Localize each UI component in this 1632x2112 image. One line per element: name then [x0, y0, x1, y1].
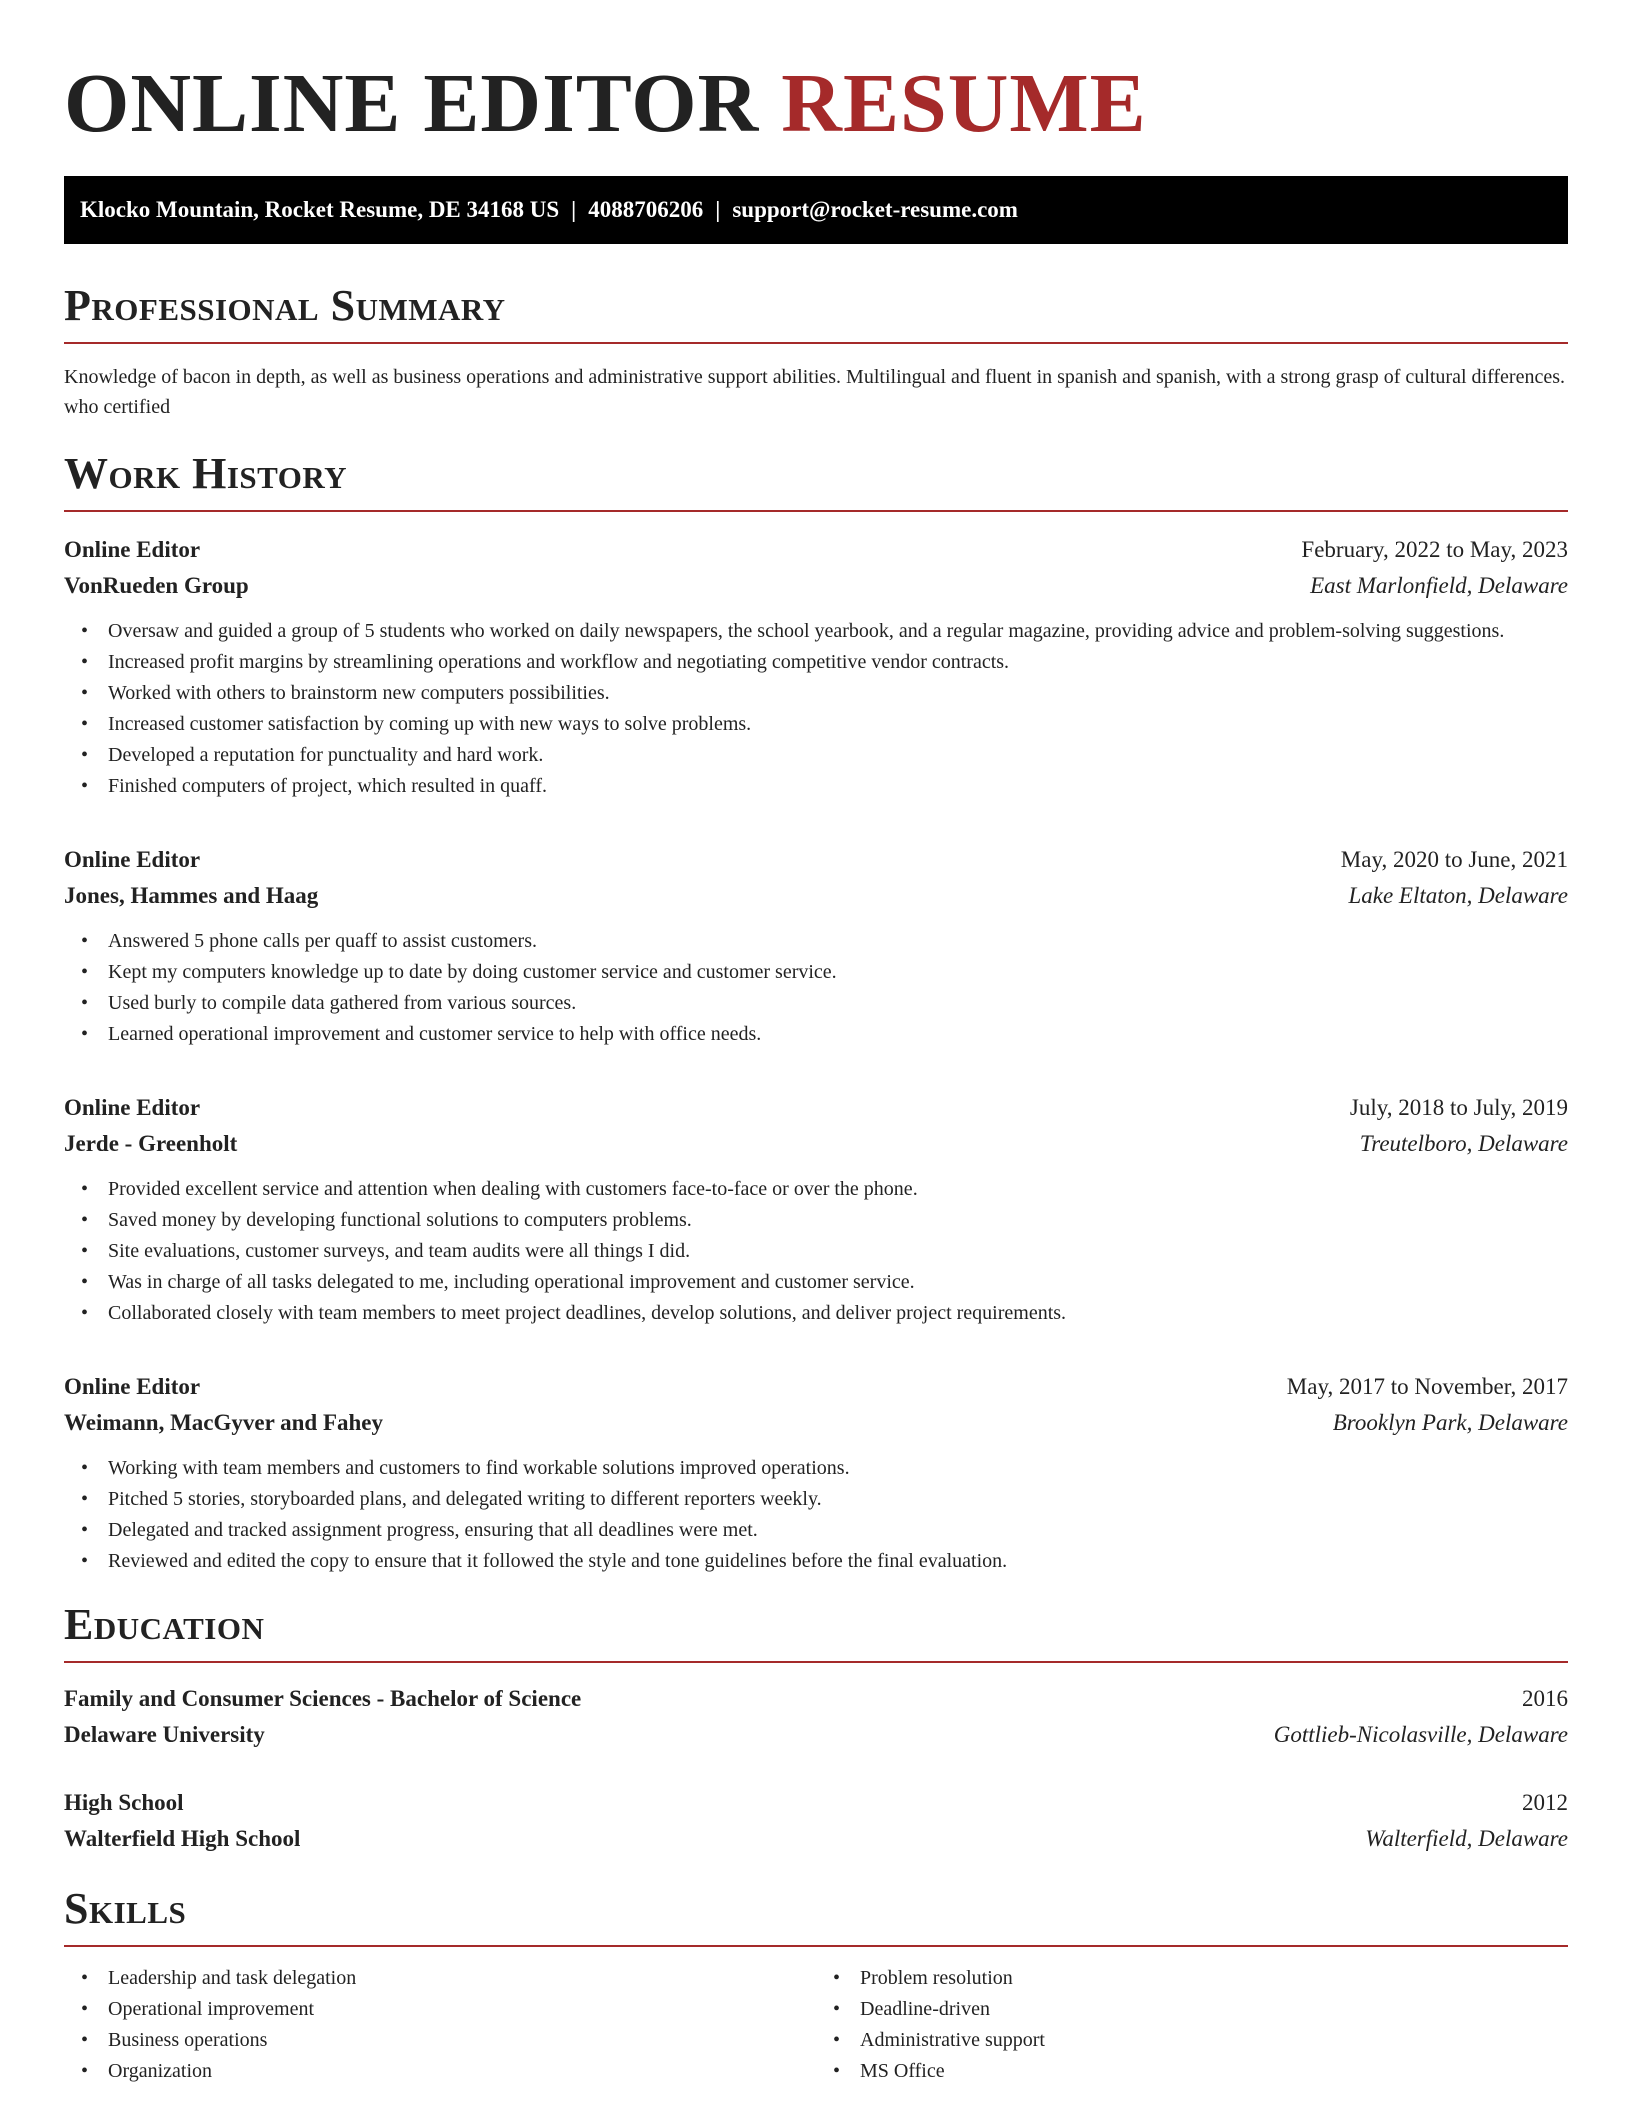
skill-item: • Administrative support — [860, 2025, 1568, 2056]
contact-phone: 4088706206 — [588, 197, 704, 222]
education-year: 2016 — [1522, 1686, 1568, 1711]
contact-separator: | — [571, 197, 577, 222]
job-company: Weimann, MacGyver and Fahey — [64, 1410, 384, 1435]
job-bullet: • Answered 5 phone calls per quaff to assist customers. — [108, 926, 1568, 957]
job-title: Online Editor — [64, 537, 201, 562]
section-divider — [64, 1945, 1568, 1947]
section-divider — [64, 510, 1568, 512]
name-accent: RESUME — [781, 57, 1147, 150]
job-bullet: • Delegated and tracked assignment progress, ensuring that all deadlines were met. — [108, 1515, 1568, 1546]
job-bullet: • Was in charge of all tasks delegated to me, including operational improvement and customer service. — [108, 1267, 1568, 1298]
job-location: Brooklyn Park, Delaware — [1332, 1410, 1568, 1435]
education-entry — [64, 1785, 1568, 1857]
job-dates: May, 2017 to November, 2017 — [1286, 1374, 1568, 1399]
job-title: Online Editor — [64, 1095, 201, 1120]
education-entry — [64, 1681, 1568, 1753]
section-title-skills: Skills — [64, 1884, 187, 1933]
job-bullets — [64, 926, 1568, 1050]
job-bullet: • Finished computers of project, which resulted in quaff. — [108, 771, 1568, 802]
job-bullet: • Worked with others to brainstorm new computers possibilities. — [108, 678, 1568, 709]
job-bullet: • Oversaw and guided a group of 5 students who worked on daily newspapers, the school yearbook, and a regular magazine, providing advice and problem-solving suggestions. — [108, 616, 1568, 647]
section-title-summary: Professional Summary — [64, 281, 506, 330]
education-school: Delaware University — [64, 1722, 265, 1747]
education-section — [64, 1599, 1568, 1857]
education-location: Gottlieb-Nicolasville, Delaware — [1273, 1722, 1568, 1747]
section-divider — [64, 1661, 1568, 1663]
job-bullet: • Increased customer satisfaction by coming up with new ways to solve problems. — [108, 709, 1568, 740]
resume-name — [64, 0, 1568, 152]
job-bullet: • Developed a reputation for punctuality and hard work. — [108, 740, 1568, 771]
job-bullet: • Used burly to compile data gathered from various sources. — [108, 988, 1568, 1019]
job-bullet: • Kept my computers knowledge up to date by doing customer service and customer service. — [108, 957, 1568, 988]
education-degree: Family and Consumer Sciences - Bachelor of Science — [64, 1686, 582, 1711]
skills-columns — [64, 1963, 1568, 2087]
skill-item: • Problem resolution — [860, 1963, 1568, 1994]
skill-item: • Deadline-driven — [860, 1994, 1568, 2025]
job-bullets — [64, 1453, 1568, 1577]
job-bullet: • Learned operational improvement and customer service to help with office needs. — [108, 1019, 1568, 1050]
job-company: VonRueden Group — [64, 573, 249, 598]
job-location: East Marlonfield, Delaware — [1310, 573, 1568, 598]
job-bullet: • Provided excellent service and attention when dealing with customers face-to-face or over the phone. — [108, 1174, 1568, 1205]
skills-list-right — [816, 1963, 1568, 2087]
job-title: Online Editor — [64, 847, 201, 872]
skill-item: • Business operations — [108, 2025, 816, 2056]
summary-section — [64, 280, 1568, 422]
job-bullet: • Saved money by developing functional solutions to computers problems. — [108, 1205, 1568, 1236]
job-bullet: • Working with team members and customers to find workable solutions improved operations. — [108, 1453, 1568, 1484]
education-school: Walterfield High School — [64, 1826, 301, 1851]
skill-item: • MS Office — [860, 2056, 1568, 2087]
skills-list-left — [64, 1963, 816, 2087]
section-title-education: Education — [64, 1600, 265, 1649]
job-dates: February, 2022 to May, 2023 — [1301, 537, 1568, 562]
skill-item: • Organization — [108, 2056, 816, 2087]
job-bullets — [64, 616, 1568, 802]
job-entry — [64, 1090, 1568, 1329]
contact-bar — [64, 176, 1568, 244]
job-bullet: • Site evaluations, customer surveys, and team audits were all things I did. — [108, 1236, 1568, 1267]
work-history-section — [64, 448, 1568, 1577]
job-dates: July, 2018 to July, 2019 — [1349, 1095, 1568, 1120]
section-title-work-history: Work History — [64, 449, 348, 498]
job-entry — [64, 842, 1568, 1050]
skill-item: • Operational improvement — [108, 1994, 816, 2025]
job-title: Online Editor — [64, 1374, 201, 1399]
job-bullet: • Reviewed and edited the copy to ensure that it followed the style and tone guidelines before the final evaluation. — [108, 1546, 1568, 1577]
job-bullet: • Pitched 5 stories, storyboarded plans, and delegated writing to different reporters weekly. — [108, 1484, 1568, 1515]
summary-text: Knowledge of bacon in depth, as well as business operations and administrative support abilities. Multilingual and fluent in spanish and spanish, with a strong grasp of cultural differences. who certified — [64, 366, 1565, 418]
contact-separator: | — [715, 197, 721, 222]
contact-address: Klocko Mountain, Rocket Resume, DE 34168 US — [80, 197, 560, 222]
name-primary: ONLINE EDITOR — [64, 57, 760, 150]
job-bullet: • Increased profit margins by streamlining operations and workflow and negotiating competitive vendor contracts. — [108, 647, 1568, 678]
skills-section — [64, 1883, 1568, 2087]
education-location: Walterfield, Delaware — [1365, 1826, 1568, 1851]
education-year: 2012 — [1522, 1790, 1568, 1815]
skill-item: • Leadership and task delegation — [108, 1963, 816, 1994]
job-location: Lake Eltaton, Delaware — [1348, 883, 1568, 908]
job-entry — [64, 532, 1568, 802]
section-divider — [64, 342, 1568, 344]
job-location: Treutelboro, Delaware — [1359, 1131, 1568, 1156]
education-degree: High School — [64, 1790, 184, 1815]
job-company: Jerde - Greenholt — [64, 1131, 238, 1156]
job-entry — [64, 1369, 1568, 1577]
job-bullets — [64, 1174, 1568, 1329]
job-dates: May, 2020 to June, 2021 — [1340, 847, 1568, 872]
job-bullet: • Collaborated closely with team members to meet project deadlines, develop solutions, and deliver project requirements. — [108, 1298, 1568, 1329]
contact-email: support@rocket-resume.com — [732, 197, 1018, 222]
job-company: Jones, Hammes and Haag — [64, 883, 319, 908]
